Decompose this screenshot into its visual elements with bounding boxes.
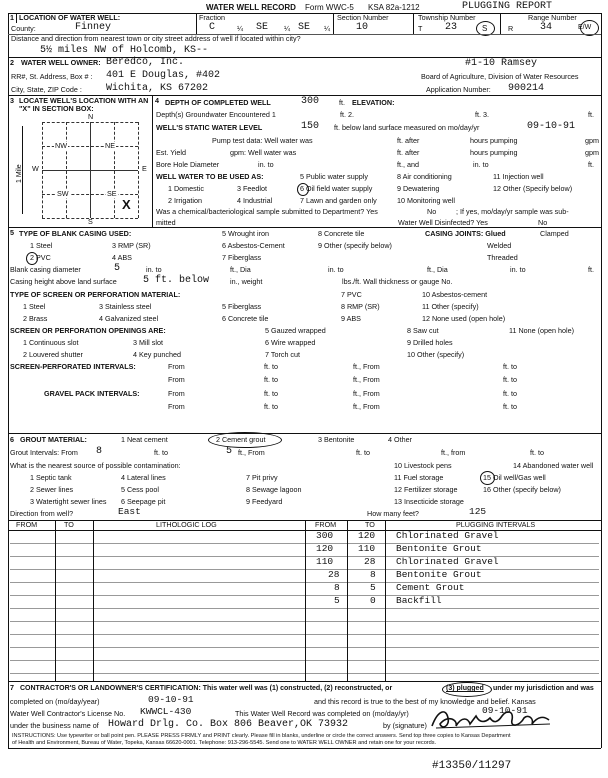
casing-height-label: Casing height above land surface bbox=[10, 277, 117, 286]
plugged-option[interactable]: (3) plugged bbox=[446, 685, 484, 692]
bore-in-to-2: in. to bbox=[473, 160, 489, 169]
section-number-value[interactable]: 10 bbox=[356, 22, 369, 33]
yield-after-label: ft. after bbox=[397, 148, 420, 157]
address-label: RR#, St. Address, Box # : bbox=[11, 72, 93, 81]
screen-brass[interactable]: 2 Brass bbox=[23, 314, 48, 323]
screen-steel[interactable]: 1 Steel bbox=[23, 302, 46, 311]
pvc-selected-circle bbox=[26, 252, 38, 265]
range-value[interactable]: 34 bbox=[540, 22, 553, 33]
frame-right bbox=[601, 13, 602, 748]
grout-ft-to-3: ft. to bbox=[530, 448, 544, 457]
disinfected-no: No bbox=[538, 218, 548, 227]
casing-other[interactable]: 9 Other (specify below) bbox=[318, 241, 392, 250]
use-irrigation[interactable]: 2 Irrigation bbox=[168, 196, 202, 205]
groundwater-3: ft. 3. bbox=[475, 110, 489, 119]
casing-weight-label: in., weight bbox=[230, 277, 263, 286]
chem-mitted-label: mitted bbox=[156, 218, 176, 227]
section3-number: 3 bbox=[10, 96, 14, 105]
elevation-label: ELEVATION: bbox=[352, 98, 395, 107]
plug-description: Cement Grout bbox=[396, 582, 465, 593]
township-number-label: Township Number bbox=[418, 13, 476, 22]
sw-quadrant: SW bbox=[57, 189, 69, 198]
grout-label: GROUT MATERIAL: bbox=[20, 435, 87, 444]
plug-to: 8 bbox=[370, 569, 376, 580]
distance-value[interactable]: 5½ miles NW of Holcomb, KS-- bbox=[40, 45, 209, 56]
grout-to-value[interactable]: 5 bbox=[226, 446, 233, 457]
grid-line bbox=[42, 122, 138, 123]
range-direction: E/W bbox=[578, 24, 592, 31]
grout-neat-cement[interactable]: 1 Neat cement bbox=[121, 435, 168, 444]
location-label: LOCATION OF WATER WELL: bbox=[19, 13, 121, 22]
depth-value[interactable]: 300 bbox=[301, 96, 320, 107]
grout-ft-from: ft., From bbox=[238, 448, 265, 457]
bore-ft-and: ft., and bbox=[397, 160, 419, 169]
screen-stainless[interactable]: 3 Stainless steel bbox=[99, 302, 152, 311]
casing-unit: ft. bbox=[588, 265, 594, 274]
divider bbox=[196, 13, 197, 34]
screen-galvanized[interactable]: 4 Galvanized steel bbox=[99, 314, 159, 323]
section4-number: 4 bbox=[155, 96, 159, 105]
gravel-from-3: From bbox=[168, 402, 185, 411]
groundwater-2: ft. 2. bbox=[340, 110, 354, 119]
opening-continuous-slot[interactable]: 1 Continuous slot bbox=[23, 338, 79, 347]
use-dewatering[interactable]: 9 Dewatering bbox=[397, 184, 440, 193]
source-insecticide[interactable]: 13 Insecticide storage bbox=[394, 497, 464, 506]
section1-number: 1 bbox=[10, 13, 14, 22]
casing-steel[interactable]: 1 Steel bbox=[30, 241, 53, 250]
use-injection-well[interactable]: 11 Injection well bbox=[493, 172, 544, 181]
chem-sample-label: Was a chemical/bacteriological sample submitted to Department? Yes bbox=[156, 207, 378, 216]
divider bbox=[413, 13, 414, 34]
grout-from-value[interactable]: 8 bbox=[96, 446, 103, 457]
opening-louvered[interactable]: 2 Louvered shutter bbox=[23, 350, 83, 359]
pump-test-label: Pump test data: Well water was bbox=[212, 136, 313, 145]
west-label: W bbox=[32, 164, 39, 173]
source-oil-gas-well[interactable]: 15 Oil well/Gas well bbox=[483, 473, 546, 482]
quarter-symbol: ¼ bbox=[284, 24, 290, 33]
log-to-header: TO bbox=[64, 520, 74, 529]
grid-line bbox=[138, 122, 139, 218]
grid-line bbox=[42, 170, 138, 171]
plugging-report-stamp: PLUGGING REPORT bbox=[462, 1, 553, 12]
static-level-value[interactable]: 150 bbox=[301, 121, 320, 132]
township-value[interactable]: 23 bbox=[445, 22, 458, 33]
frame-left bbox=[8, 13, 9, 748]
casing-in-to-3: in. to bbox=[510, 265, 526, 274]
plug-from: 120 bbox=[316, 543, 334, 554]
groundwater-label: Depth(s) Groundwater Encountered 1 bbox=[156, 110, 276, 119]
record-completed-label: This Water Well Record was completed on (mo/day/yr) bbox=[235, 709, 409, 718]
source-sewer-lines[interactable]: 2 Sewer lines bbox=[30, 485, 74, 494]
city-label: City, State, ZIP Code : bbox=[11, 85, 82, 94]
plug-to: 120 bbox=[358, 530, 376, 541]
gravel-to-4: ft. to bbox=[503, 402, 517, 411]
perf-from-4: ft., From bbox=[353, 375, 380, 384]
bore-unit: ft. bbox=[588, 160, 594, 169]
gravel-to-1: ft. to bbox=[264, 389, 278, 398]
instructions-line2: of Health and Environment, Bureau of Water, Topeka, Kansas 66620-0001. Telephone: 913-296-5545. Send one to WATER WELL OWNER and retain one for your records. bbox=[12, 740, 437, 746]
joints-welded[interactable]: Welded bbox=[487, 241, 512, 250]
casing-rmp[interactable]: 3 RMP (SR) bbox=[112, 241, 151, 250]
east-label: E bbox=[142, 164, 147, 173]
grout-ft-to-2: ft. to bbox=[356, 448, 370, 457]
chem-no-label: No bbox=[427, 207, 437, 216]
casing-joints-label: CASING JOINTS: Glued bbox=[425, 229, 506, 238]
grout-other[interactable]: 4 Other bbox=[388, 435, 412, 444]
source-fertilizer[interactable]: 12 Fertilizer storage bbox=[394, 485, 458, 494]
direction-value[interactable]: East bbox=[118, 506, 141, 517]
perf-to-4: ft. to bbox=[503, 375, 517, 384]
form-title: WATER WELL RECORD bbox=[206, 3, 296, 12]
casing-wall-label: lbs./ft. Wall thickness or gauge No. bbox=[342, 277, 453, 286]
county-label: County: bbox=[11, 24, 36, 33]
gravel-from-4: ft., From bbox=[353, 402, 380, 411]
plugging-intervals-header: PLUGGING INTERVALS bbox=[456, 520, 536, 529]
license-value[interactable]: KWWCL-430 bbox=[140, 706, 192, 717]
perf-to-2: ft. to bbox=[503, 362, 517, 371]
divider bbox=[500, 13, 501, 34]
use-air-conditioning[interactable]: 8 Air conditioning bbox=[397, 172, 452, 181]
gravel-from-2: ft., From bbox=[353, 389, 380, 398]
township-direction: S bbox=[482, 24, 488, 33]
instructions-line1: INSTRUCTIONS: Use typewriter or ball point pen. PLEASE PRESS FIRMLY and PRINT clearly. Please fill in blanks, underline or circle the correct answers. Send top three copies to Kansas Department bbox=[12, 733, 511, 739]
screen-other[interactable]: 11 Other (specify) bbox=[422, 302, 479, 311]
plug-description: Chlorinated Gravel bbox=[396, 530, 499, 541]
plug-to: 28 bbox=[364, 556, 376, 567]
chem-tail-label: ; If yes, mo/day/yr sample was sub- bbox=[456, 207, 569, 216]
joints-clamped[interactable]: Clamped bbox=[540, 229, 569, 238]
casing-height-value[interactable]: 5 ft. below bbox=[143, 275, 210, 286]
ksa-reference: KSA 82a-1212 bbox=[368, 3, 420, 12]
source-cess-pool[interactable]: 5 Cess pool bbox=[121, 485, 159, 494]
casing-concrete-tile[interactable]: 8 Concrete tile bbox=[318, 229, 365, 238]
source-septic[interactable]: 1 Septic tank bbox=[30, 473, 72, 482]
source-livestock[interactable]: 10 Livestock pens bbox=[394, 461, 452, 470]
business-name-value[interactable]: Howard Drlg. Co. Box 806 Beaver,OK 73932 bbox=[108, 719, 349, 730]
depth-unit: ft. bbox=[339, 98, 345, 107]
quarter-symbol: ¼ bbox=[237, 24, 243, 33]
static-level-tail: ft. below land surface measured on mo/day/yr bbox=[334, 123, 480, 132]
completed-date[interactable]: 09-10-91 bbox=[148, 694, 194, 705]
section5-number: 5 bbox=[10, 228, 14, 237]
casing-fiberglass[interactable]: 7 Fiberglass bbox=[222, 253, 262, 262]
distance-label: Distance and direction from nearest town or city street address of well if located within city? bbox=[11, 34, 301, 43]
grid-line bbox=[42, 218, 138, 219]
ne-quadrant: NE bbox=[105, 141, 115, 150]
lithologic-log-header: LITHOLOGIC LOG bbox=[156, 520, 217, 529]
opening-key-punched[interactable]: 4 Key punched bbox=[133, 350, 181, 359]
yield-hours-label: hours pumping bbox=[470, 148, 518, 157]
col-line bbox=[93, 520, 94, 681]
plug-from: 110 bbox=[316, 556, 334, 567]
south-label: S bbox=[88, 217, 93, 226]
contamination-label: What is the nearest source of possible contamination: bbox=[10, 461, 181, 470]
section1-tab bbox=[16, 13, 17, 23]
log-from-header: FROM bbox=[16, 520, 38, 529]
casing-label: TYPE OF BLANK CASING USED: bbox=[19, 229, 132, 238]
pump-hours-label: hours pumping bbox=[470, 136, 518, 145]
opening-wire-wrapped[interactable]: 6 Wire wrapped bbox=[265, 338, 316, 347]
perforated-intervals-label: SCREEN-PERFORATED INTERVALS: bbox=[10, 362, 136, 371]
plug-from: 5 bbox=[334, 595, 340, 606]
opening-drilled[interactable]: 9 Drilled holes bbox=[407, 338, 453, 347]
record-completed-date[interactable]: 09-10-91 bbox=[482, 705, 528, 716]
plugged-selected-circle bbox=[442, 682, 492, 697]
use-monitoring-well[interactable]: 10 Monitoring well bbox=[397, 196, 455, 205]
grout-ft-to: ft. to bbox=[154, 448, 168, 457]
source-fuel-storage[interactable]: 11 Fuel storage bbox=[394, 473, 444, 482]
screen-rmp[interactable]: 8 RMP (SR) bbox=[341, 302, 380, 311]
mile-scale-line bbox=[22, 126, 23, 214]
plug-to: 0 bbox=[370, 595, 376, 606]
form-number: Form WWC-5 bbox=[305, 3, 354, 12]
record-number: #13350/11297 bbox=[432, 760, 512, 772]
bore-label: Bore Hole Diameter bbox=[156, 160, 220, 169]
screen-none-used[interactable]: 12 None used (open hole) bbox=[422, 314, 506, 323]
grout-ft-from-2: ft., from bbox=[441, 448, 466, 457]
screen-asbestos-cement[interactable]: 10 Asbestos-cement bbox=[422, 290, 488, 299]
plug-from: 8 bbox=[334, 582, 340, 593]
screen-material-label: TYPE OF SCREEN OR PERFORATION MATERIAL: bbox=[10, 290, 181, 299]
casing-ft-dia: ft., Dia bbox=[230, 265, 251, 274]
gpm-label: gpm bbox=[585, 136, 599, 145]
locate-label: LOCATE WELL'S LOCATION WITH AN "X" IN SECTION BOX: bbox=[19, 96, 149, 113]
gravel-from-1: From bbox=[168, 389, 185, 398]
source-sewage-lagoon[interactable]: 8 Sewage lagoon bbox=[246, 485, 302, 494]
fraction-1[interactable]: C bbox=[209, 22, 216, 33]
static-level-date[interactable]: 09-10-91 bbox=[527, 121, 576, 132]
disinfected-label: Water Well Disinfected? Yes bbox=[398, 218, 488, 227]
section-grid[interactable] bbox=[42, 122, 138, 218]
opening-saw-cut[interactable]: 8 Saw cut bbox=[407, 326, 439, 335]
grout-intervals-label: Grout Intervals: From bbox=[10, 448, 78, 457]
use-other[interactable]: 12 Other (Specify below) bbox=[493, 184, 573, 193]
north-label: N bbox=[88, 112, 94, 121]
opening-gauzed[interactable]: 5 Gauzed wrapped bbox=[265, 326, 326, 335]
certification-label-tail: under my jurisdiction and was bbox=[493, 685, 594, 692]
source-lateral-lines[interactable]: 4 Lateral lines bbox=[121, 473, 166, 482]
opening-torch-cut[interactable]: 7 Torch cut bbox=[265, 350, 301, 359]
casing-abs[interactable]: 4 ABS bbox=[112, 253, 132, 262]
gravel-to-3: ft. to bbox=[264, 402, 278, 411]
county-value[interactable]: Finney bbox=[75, 22, 112, 33]
mile-label: 1 Mile bbox=[16, 164, 23, 183]
static-level-label: WELL'S STATIC WATER LEVEL bbox=[156, 123, 263, 132]
section6-number: 6 bbox=[10, 435, 14, 444]
quarter-symbol: ¼ bbox=[324, 24, 330, 33]
owner-label: WATER WELL OWNER: bbox=[21, 58, 101, 67]
city-value[interactable]: Wichita, KS 67202 bbox=[106, 83, 209, 94]
perf-to-1: ft. to bbox=[264, 362, 278, 371]
yield-water-label: gpm: Well water was bbox=[230, 148, 297, 157]
fraction-label: Fraction bbox=[199, 13, 225, 22]
frame-bottom bbox=[8, 748, 601, 749]
divider bbox=[333, 13, 334, 34]
divider bbox=[8, 227, 601, 228]
township-prefix: T bbox=[418, 24, 423, 33]
screen-abs[interactable]: 9 ABS bbox=[341, 314, 361, 323]
groundwater-unit: ft. bbox=[588, 110, 594, 119]
divider bbox=[8, 433, 601, 434]
board-label: Board of Agriculture, Division of Water Resources bbox=[421, 72, 579, 81]
opening-mill-slot[interactable]: 3 Mill slot bbox=[133, 338, 163, 347]
pump-after-label: ft. after bbox=[397, 136, 420, 145]
col-line bbox=[385, 520, 386, 681]
use-industrial[interactable]: 4 Industrial bbox=[237, 196, 273, 205]
screen-fiberglass[interactable]: 5 Fiberglass bbox=[222, 302, 262, 311]
plug-description: Bentonite Grout bbox=[396, 569, 482, 580]
owner-value[interactable]: Beredco, Inc. bbox=[106, 57, 185, 68]
signature-image bbox=[428, 706, 553, 732]
source-abandoned-well[interactable]: 14 Abandoned water well bbox=[513, 461, 594, 470]
gpm-label: gpm bbox=[585, 148, 599, 157]
casing-asbestos-cement[interactable]: 6 Asbestos-Cement bbox=[222, 241, 285, 250]
perf-to-3: ft. to bbox=[264, 375, 278, 384]
plug-description: Chlorinated Gravel bbox=[396, 556, 499, 567]
gravel-to-2: ft. to bbox=[503, 389, 517, 398]
address-value[interactable]: 401 E Douglas, #402 bbox=[106, 70, 221, 81]
divider bbox=[152, 95, 153, 227]
use-lawn-garden[interactable]: 7 Lawn and garden only bbox=[300, 196, 377, 205]
plug-to: 110 bbox=[358, 543, 376, 554]
plug-from: 300 bbox=[316, 530, 334, 541]
plug-from-header: FROM bbox=[315, 520, 337, 529]
range-number-label: Range Number bbox=[528, 13, 577, 22]
business-name-label: under the business name of bbox=[10, 721, 99, 730]
perf-from-1: From bbox=[168, 362, 185, 371]
col-line bbox=[347, 520, 348, 681]
plug-to-header: TO bbox=[365, 520, 375, 529]
bore-in-to: in. to bbox=[258, 160, 274, 169]
source-feedyard[interactable]: 9 Feedyard bbox=[246, 497, 283, 506]
use-domestic[interactable]: 1 Domestic bbox=[168, 184, 204, 193]
application-label: Application Number: bbox=[426, 85, 491, 94]
source-other[interactable]: 16 Other (specify below) bbox=[483, 485, 561, 494]
perf-from-3: From bbox=[168, 375, 185, 384]
screen-concrete-tile[interactable]: 6 Concrete tile bbox=[222, 314, 269, 323]
casing-in-to-2: in. to bbox=[328, 265, 344, 274]
casing-wrought-iron[interactable]: 5 Wrought iron bbox=[222, 229, 270, 238]
section7-number: 7 bbox=[10, 683, 14, 692]
casing-diameter-label: Blank casing diameter bbox=[10, 265, 81, 274]
opening-none[interactable]: 11 None (open hole) bbox=[509, 326, 574, 335]
range-prefix: R bbox=[508, 24, 514, 33]
col-line bbox=[305, 520, 306, 681]
use-public-supply[interactable]: 5 Public water supply bbox=[300, 172, 368, 181]
source-watertight-sewer[interactable]: 3 Watertight sewer lines bbox=[30, 497, 107, 506]
feet-value[interactable]: 125 bbox=[469, 506, 487, 517]
selected-use-circle bbox=[297, 183, 309, 196]
source-seepage-pit[interactable]: 6 Seepage pit bbox=[121, 497, 166, 506]
se-quadrant: SE bbox=[107, 189, 117, 198]
well-name-value[interactable]: #1-10 Ramsey bbox=[465, 58, 538, 69]
perf-from-2: ft., From bbox=[353, 362, 380, 371]
certification-label: CONTRACTOR'S OR LANDOWNER'S CERTIFICATION: This water well was (1) constructed, (2) reconstructed, or bbox=[20, 685, 393, 692]
plug-from: 28 bbox=[328, 569, 340, 580]
license-label: Water Well Contractor's License No. bbox=[10, 709, 126, 718]
depth-label: DEPTH OF COMPLETED WELL bbox=[165, 98, 271, 107]
openings-label: SCREEN OR PERFORATION OPENINGS ARE: bbox=[10, 326, 166, 335]
use-feedlot[interactable]: 3 Feedlot bbox=[237, 184, 267, 193]
opening-other[interactable]: 10 Other (specify) bbox=[407, 350, 465, 359]
plug-description: Bentonite Grout bbox=[396, 543, 482, 554]
source-selected-circle bbox=[480, 471, 495, 485]
completed-tail: and this record is true to the best of my knowledge and belief. Kansas bbox=[314, 697, 536, 706]
use-label: WELL WATER TO BE USED AS: bbox=[156, 172, 264, 181]
grout-selected-circle bbox=[208, 432, 282, 448]
casing-diameter-value[interactable]: 5 bbox=[114, 263, 121, 274]
well-location-mark: X bbox=[122, 197, 131, 212]
casing-pvc[interactable]: 2 PVC bbox=[30, 253, 51, 262]
casing-in-to: in. to bbox=[146, 265, 162, 274]
fraction-3[interactable]: SE bbox=[298, 22, 311, 33]
plug-description: Backfill bbox=[396, 595, 442, 606]
col-line bbox=[55, 520, 56, 681]
section2-number: 2 bbox=[10, 58, 14, 67]
divider bbox=[8, 681, 601, 682]
direction-label: Direction from well? bbox=[10, 509, 74, 518]
joints-threaded[interactable]: Threaded bbox=[487, 253, 518, 262]
application-value[interactable]: 900214 bbox=[508, 83, 545, 94]
casing-ft-dia-2: ft., Dia bbox=[427, 265, 448, 274]
gravel-pack-label: GRAVEL PACK INTERVALS: bbox=[44, 389, 140, 398]
screen-pvc[interactable]: 7 PVC bbox=[341, 290, 362, 299]
fraction-2[interactable]: SE bbox=[256, 22, 269, 33]
feet-label: How many feet? bbox=[367, 509, 419, 518]
grout-bentonite[interactable]: 3 Bentonite bbox=[318, 435, 355, 444]
nw-quadrant: NW bbox=[55, 141, 67, 150]
yield-label: Est. Yield bbox=[156, 148, 186, 157]
source-pit-privy[interactable]: 7 Pit privy bbox=[246, 473, 278, 482]
grout-cement-grout[interactable]: 2 Cement grout bbox=[216, 435, 266, 444]
completed-label: completed on (mo/day/year) bbox=[10, 697, 100, 706]
section-number-label: Section Number bbox=[337, 13, 389, 22]
plug-to: 5 bbox=[370, 582, 376, 593]
use-oil-field-supply[interactable]: 6 Oil field water supply bbox=[300, 184, 373, 193]
signature-label: by (signature) bbox=[383, 721, 427, 730]
